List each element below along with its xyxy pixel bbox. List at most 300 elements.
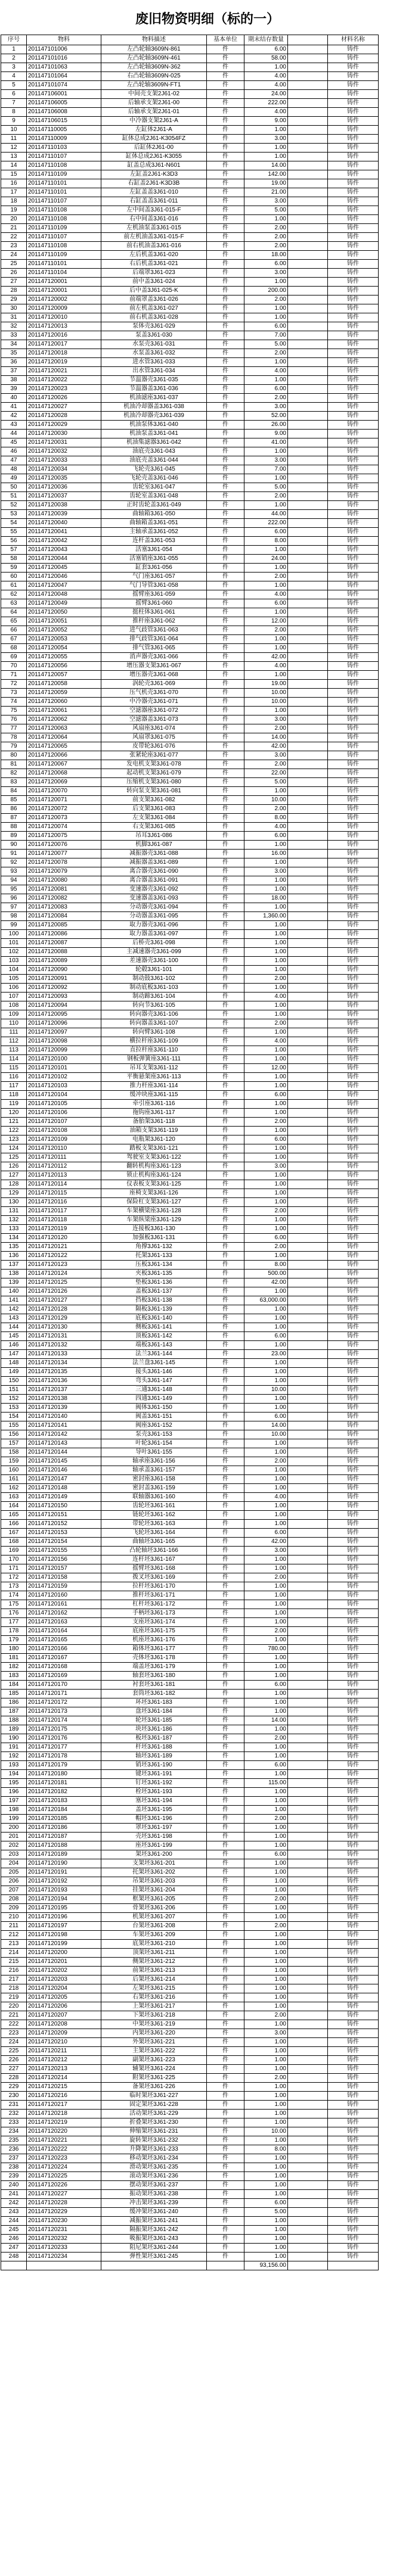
cell-no: 82 [1, 769, 27, 778]
cell-code: 201147110101 [27, 179, 101, 188]
cell-blank [288, 1975, 328, 1984]
cell-material: 铸件 [328, 2020, 379, 2029]
cell-unit: 件 [207, 2253, 244, 2261]
cell-qty: 1.00 [244, 2118, 288, 2127]
cell-qty: 1.00 [244, 2002, 288, 2011]
cell-code: 201147120147 [27, 1475, 101, 1484]
table-row [1, 528, 379, 537]
cell-qty: 24.00 [244, 555, 288, 564]
cell-desc: 左缸盖2J61-K3D3 [101, 170, 207, 179]
cell-code: 201147110107 [27, 233, 101, 242]
cell-no: 28 [1, 287, 27, 295]
table-row [1, 1538, 379, 1547]
cell-blank [288, 617, 328, 626]
cell-code: 201147120133 [27, 1350, 101, 1359]
table-row [1, 1404, 379, 1413]
cell-no: 99 [1, 921, 27, 930]
cell-material: 铸件 [328, 1493, 379, 1502]
cell-unit: 件 [207, 1529, 244, 1538]
cell-code: 201147120083 [27, 903, 101, 912]
cell-code: 201147120068 [27, 769, 101, 778]
cell-unit: 件 [207, 287, 244, 295]
cell-qty: 1.00 [244, 1958, 288, 1967]
cell-material: 铸件 [328, 1779, 379, 1788]
cell-code: 201147120185 [27, 1815, 101, 1824]
cell-blank [288, 608, 328, 617]
cell-unit: 件 [207, 126, 244, 135]
cell-unit: 件 [207, 1198, 244, 1207]
table-row [1, 1216, 379, 1225]
table-row [1, 1824, 379, 1833]
table-row [1, 939, 379, 948]
cell-unit: 件 [207, 2011, 244, 2020]
table-row [1, 671, 379, 680]
cell-code: 201147120032 [27, 447, 101, 456]
cell-material: 铸件 [328, 1815, 379, 1824]
cell-qty: 2.00 [244, 1207, 288, 1216]
cell-no: 157 [1, 1439, 27, 1448]
cell-unit: 件 [207, 510, 244, 519]
cell-code: 201147120199 [27, 1940, 101, 1949]
cell-desc: 后轴承支架2J61-01 [101, 108, 207, 117]
table-row [1, 617, 379, 626]
cell-no: 90 [1, 841, 27, 850]
cell-material: 铸件 [328, 841, 379, 850]
cell-no: 1 [1, 45, 27, 54]
table-row [1, 2101, 379, 2110]
cell-no: 239 [1, 2172, 27, 2181]
cell-desc: 左缸体2J61-A [101, 126, 207, 135]
cell-no: 185 [1, 1690, 27, 1698]
cell-qty: 1.00 [244, 1395, 288, 1404]
cell-blank [288, 1287, 328, 1296]
table-row [1, 1314, 379, 1323]
cell-code: 201147120104 [27, 1091, 101, 1100]
cell-qty: 1.00 [244, 1368, 288, 1377]
cell-desc: 缸盖总成3J61-N601 [101, 161, 207, 170]
cell-blank [288, 2038, 328, 2047]
cell-no: 134 [1, 1234, 27, 1243]
cell-qty: 3.00 [244, 456, 288, 465]
cell-qty: 4.00 [244, 1493, 288, 1502]
cell-no: 165 [1, 1511, 27, 1520]
cell-desc: 右缸盖2J61-K3D3B [101, 179, 207, 188]
table-row [1, 966, 379, 975]
cell-desc: 左凸轮轴3609N-362 [101, 63, 207, 72]
cell-desc: 端盖坯3J61-179 [101, 1663, 207, 1672]
cell-desc: 块坯3J61-186 [101, 1725, 207, 1734]
cell-desc: 前支架3J61-082 [101, 796, 207, 805]
cell-material: 铸件 [328, 966, 379, 975]
cell-unit: 件 [207, 188, 244, 197]
cell-desc: 法兰3J61-144 [101, 1350, 207, 1359]
cell-blank [288, 295, 328, 304]
cell-no: 32 [1, 322, 27, 331]
cell-unit: 件 [207, 465, 244, 474]
table-row [1, 233, 379, 242]
cell-no: 2 [1, 54, 27, 63]
cell-code: 201147120234 [27, 2253, 101, 2261]
cell-desc: 泵体壳3J61-029 [101, 322, 207, 331]
cell-unit: 件 [207, 1984, 244, 1993]
cell-no: 177 [1, 1618, 27, 1627]
cell-unit: 件 [207, 1216, 244, 1225]
cell-code: 201147120144 [27, 1448, 101, 1457]
cell-qty: 1.00 [244, 644, 288, 653]
cell-qty: 1.00 [244, 1502, 288, 1511]
cell-qty: 6.00 [244, 528, 288, 537]
cell-desc: 座椅支架3J61-126 [101, 1189, 207, 1198]
cell-code: 201147120022 [27, 376, 101, 385]
table-row [1, 358, 379, 367]
cell-material: 铸件 [328, 724, 379, 733]
cell-unit: 件 [207, 2145, 244, 2154]
cell-blank [288, 1421, 328, 1430]
cell-material: 铸件 [328, 1984, 379, 1993]
cell-unit: 件 [207, 1270, 244, 1278]
cell-code: 201147120058 [27, 680, 101, 689]
cell-no: 181 [1, 1654, 27, 1663]
cell-material: 铸件 [328, 939, 379, 948]
cell-no: 101 [1, 939, 27, 948]
cell-no: 100 [1, 930, 27, 939]
table-row [1, 1975, 379, 1984]
cell-material: 铸件 [328, 1001, 379, 1010]
cell-no: 50 [1, 483, 27, 492]
cell-material: 铸件 [328, 1725, 379, 1734]
cell-material: 铸件 [328, 975, 379, 984]
cell-material: 铸件 [328, 117, 379, 126]
cell-unit: 件 [207, 331, 244, 340]
cell-desc: 泵盖3J61-030 [101, 331, 207, 340]
cell-qty: 9.00 [244, 117, 288, 126]
cell-desc: 架坯3J61-200 [101, 1850, 207, 1859]
cell-no: 194 [1, 1770, 27, 1779]
cell-code: 201147120052 [27, 626, 101, 635]
cell-blank [288, 1761, 328, 1770]
cell-qty: 2.00 [244, 1243, 288, 1252]
cell-code: 201147120048 [27, 590, 101, 599]
cell-blank [288, 707, 328, 715]
total-empty-cell [207, 2261, 244, 2270]
table-row [1, 1109, 379, 1118]
cell-desc: 托架3J61-133 [101, 1252, 207, 1261]
cell-qty: 14.00 [244, 1421, 288, 1430]
cell-code: 201147120233 [27, 2244, 101, 2253]
cell-desc: 转向臂3J61-108 [101, 1028, 207, 1037]
cell-unit: 件 [207, 957, 244, 966]
cell-material: 铸件 [328, 662, 379, 671]
cell-desc: 连杆盖3J61-053 [101, 537, 207, 546]
cell-unit: 件 [207, 1582, 244, 1591]
cell-desc: 钉坯3J61-192 [101, 1779, 207, 1788]
cell-blank [288, 1162, 328, 1171]
cell-desc: 机油泵盖3J61-041 [101, 430, 207, 438]
cell-blank [288, 867, 328, 876]
table-row [1, 1743, 379, 1752]
table-row [1, 1028, 379, 1037]
cell-blank [288, 54, 328, 63]
cell-desc: 吊耳支架3J61-112 [101, 1064, 207, 1073]
cell-blank [288, 751, 328, 760]
cell-blank [288, 1457, 328, 1466]
cell-blank [288, 1091, 328, 1100]
cell-no: 179 [1, 1636, 27, 1645]
cell-blank [288, 1234, 328, 1243]
cell-blank [288, 1010, 328, 1019]
table-row [1, 832, 379, 841]
cell-no: 153 [1, 1404, 27, 1413]
cell-no: 78 [1, 733, 27, 742]
cell-qty: 6.00 [244, 599, 288, 608]
table-row [1, 215, 379, 224]
cell-material: 铸件 [328, 269, 379, 278]
cell-code: 201147120176 [27, 1734, 101, 1743]
cell-code: 201147120067 [27, 760, 101, 769]
sheet-title: 废旧物资明细（标的一） [135, 11, 280, 26]
cell-desc: 转向节3J61-105 [101, 1001, 207, 1010]
table-row [1, 912, 379, 921]
table-row [1, 2181, 379, 2190]
cell-material: 铸件 [328, 197, 379, 206]
cell-desc: 分动器盖3J61-095 [101, 912, 207, 921]
cell-blank [288, 1261, 328, 1270]
cell-material: 铸件 [328, 1448, 379, 1457]
cell-blank [288, 349, 328, 358]
cell-unit: 件 [207, 984, 244, 993]
cell-desc: 机油冷却器盖3J61-038 [101, 403, 207, 412]
cell-code: 201147120035 [27, 474, 101, 483]
cell-blank [288, 742, 328, 751]
cell-desc: 四通3J61-149 [101, 1395, 207, 1404]
cell-desc: 板坯3J61-187 [101, 1734, 207, 1743]
cell-material: 铸件 [328, 1958, 379, 1967]
cell-no: 39 [1, 385, 27, 394]
cell-material: 铸件 [328, 778, 379, 787]
header-cell-desc: 物料描述 [101, 35, 207, 45]
cell-code: 201147110108 [27, 206, 101, 215]
cell-qty: 1.00 [244, 1877, 288, 1886]
cell-no: 169 [1, 1547, 27, 1555]
cell-blank [288, 81, 328, 90]
cell-unit: 件 [207, 2047, 244, 2056]
cell-desc: 正时齿轮盖3J61-049 [101, 501, 207, 510]
cell-material: 铸件 [328, 1734, 379, 1743]
cell-unit: 件 [207, 564, 244, 573]
cell-code: 201147120126 [27, 1287, 101, 1296]
cell-qty: 142.00 [244, 170, 288, 179]
cell-desc: 夹板3J61-135 [101, 1270, 207, 1278]
cell-desc: 振动架坯3J61-238 [101, 2190, 207, 2199]
cell-no: 221 [1, 2011, 27, 2020]
cell-qty: 1.00 [244, 2110, 288, 2118]
table-row [1, 1064, 379, 1073]
cell-code: 201147120028 [27, 412, 101, 421]
cell-material: 铸件 [328, 2074, 379, 2083]
table-row [1, 188, 379, 197]
cell-blank [288, 1833, 328, 1841]
table-row [1, 179, 379, 188]
cell-unit: 件 [207, 1949, 244, 1958]
cell-no: 160 [1, 1466, 27, 1475]
table-row [1, 1573, 379, 1582]
cell-blank [288, 1788, 328, 1797]
cell-qty: 1,360.00 [244, 912, 288, 921]
cell-material: 铸件 [328, 2110, 379, 2118]
cell-unit: 件 [207, 930, 244, 939]
cell-code: 201147120187 [27, 1833, 101, 1841]
cell-no: 110 [1, 1019, 27, 1028]
cell-unit: 件 [207, 626, 244, 635]
cell-desc: 曲轴箱盖3J61-051 [101, 519, 207, 528]
cell-blank [288, 2226, 328, 2235]
cell-desc: 离合器盖3J61-091 [101, 876, 207, 885]
table-row [1, 1555, 379, 1564]
cell-material: 铸件 [328, 438, 379, 447]
cell-desc: 齿轮室3J61-047 [101, 483, 207, 492]
cell-desc: 托架坯3J61-202 [101, 1868, 207, 1877]
cell-unit: 件 [207, 1430, 244, 1439]
cell-unit: 件 [207, 206, 244, 215]
cell-desc: 主减速器壳3J61-099 [101, 948, 207, 957]
header-cell-code: 物料 [27, 35, 101, 45]
cell-blank [288, 948, 328, 957]
cell-blank [288, 1806, 328, 1815]
cell-desc: 前左机油盖3J61-015-F [101, 233, 207, 242]
table-row [1, 680, 379, 689]
cell-material: 铸件 [328, 1314, 379, 1323]
cell-unit: 件 [207, 519, 244, 528]
cell-qty: 4.00 [244, 72, 288, 81]
table-row [1, 1698, 379, 1707]
cell-blank [288, 456, 328, 465]
cell-code: 201147120136 [27, 1377, 101, 1386]
cell-qty: 1.00 [244, 2172, 288, 2181]
cell-no: 58 [1, 555, 27, 564]
cell-no: 11 [1, 135, 27, 144]
cell-qty: 1.00 [244, 1028, 288, 1037]
cell-qty: 5.00 [244, 206, 288, 215]
table-row [1, 1770, 379, 1779]
table-row [1, 385, 379, 394]
cell-qty: 2.00 [244, 805, 288, 814]
cell-qty: 7.00 [244, 465, 288, 474]
cell-qty: 1.00 [244, 1591, 288, 1600]
cell-qty: 1.00 [244, 1824, 288, 1833]
table-row [1, 715, 379, 724]
cell-qty: 200.00 [244, 287, 288, 295]
cell-code: 201147120216 [27, 2092, 101, 2101]
cell-qty: 2.00 [244, 573, 288, 581]
cell-blank [288, 1332, 328, 1341]
cell-blank [288, 2244, 328, 2253]
cell-desc: 缓冲块座3J61-115 [101, 1091, 207, 1100]
cell-qty: 1.00 [244, 2065, 288, 2074]
cell-blank [288, 1171, 328, 1180]
cell-unit: 件 [207, 197, 244, 206]
cell-unit: 件 [207, 1305, 244, 1314]
cell-desc: 发电机支架3J61-078 [101, 760, 207, 769]
cell-desc: 机油泵体3J61-040 [101, 421, 207, 430]
cell-code: 201147120120 [27, 1234, 101, 1243]
cell-unit: 件 [207, 108, 244, 117]
cell-no: 103 [1, 957, 27, 966]
cell-code: 201147120214 [27, 2074, 101, 2083]
cell-material: 铸件 [328, 385, 379, 394]
cell-blank [288, 1198, 328, 1207]
cell-material: 铸件 [328, 635, 379, 644]
cell-unit: 件 [207, 1975, 244, 1984]
cell-blank [288, 769, 328, 778]
cell-qty: 6.00 [244, 832, 288, 841]
cell-blank [288, 1359, 328, 1368]
cell-unit: 件 [207, 1144, 244, 1153]
cell-qty: 1.00 [244, 1940, 288, 1949]
cell-qty: 1.00 [244, 2038, 288, 2047]
table-row [1, 1439, 379, 1448]
table-row [1, 1502, 379, 1511]
cell-qty: 1.00 [244, 546, 288, 555]
cell-no: 161 [1, 1475, 27, 1484]
cell-code: 201147120095 [27, 1010, 101, 1019]
cell-desc: 左架坯3J61-215 [101, 1984, 207, 1993]
cell-desc: 后缸体2J61-00 [101, 144, 207, 153]
cell-unit: 件 [207, 1547, 244, 1555]
cell-qty: 1.00 [244, 1654, 288, 1663]
cell-no: 217 [1, 1975, 27, 1984]
cell-blank [288, 1252, 328, 1261]
cell-desc: 水泵壳3J61-031 [101, 340, 207, 349]
cell-no: 146 [1, 1341, 27, 1350]
cell-material: 铸件 [328, 358, 379, 367]
cell-no: 45 [1, 438, 27, 447]
cell-desc: 油底壳3J61-043 [101, 447, 207, 456]
cell-unit: 件 [207, 1859, 244, 1868]
cell-desc: 轮毂3J61-101 [101, 966, 207, 975]
cell-qty: 4.00 [244, 662, 288, 671]
cell-blank [288, 1144, 328, 1153]
cell-desc: 后桥壳3J61-098 [101, 939, 207, 948]
table-row [1, 2092, 379, 2101]
cell-no: 241 [1, 2190, 27, 2199]
cell-unit: 件 [207, 1314, 244, 1323]
cell-no: 159 [1, 1457, 27, 1466]
cell-material: 铸件 [328, 1511, 379, 1520]
total-empty-cell [101, 2261, 207, 2270]
cell-material: 铸件 [328, 2154, 379, 2163]
table-row [1, 984, 379, 993]
cell-blank [288, 644, 328, 653]
table-row [1, 1082, 379, 1091]
cell-code: 201147120137 [27, 1386, 101, 1395]
cell-no: 57 [1, 546, 27, 555]
cell-code: 201147120127 [27, 1296, 101, 1305]
cell-qty: 8.00 [244, 2145, 288, 2154]
cell-qty: 1.00 [244, 1287, 288, 1296]
table-row [1, 81, 379, 90]
cell-desc: 右后机盖3J61-021 [101, 260, 207, 269]
cell-material: 铸件 [328, 1564, 379, 1573]
table-row [1, 698, 379, 707]
cell-unit: 件 [207, 1019, 244, 1028]
cell-unit: 件 [207, 492, 244, 501]
cell-desc: 侧板3J61-141 [101, 1323, 207, 1332]
cell-qty: 1.00 [244, 2217, 288, 2226]
cell-blank [288, 1672, 328, 1681]
cell-code: 201147110108 [27, 215, 101, 224]
cell-blank [288, 2056, 328, 2065]
cell-qty: 10.00 [244, 698, 288, 707]
